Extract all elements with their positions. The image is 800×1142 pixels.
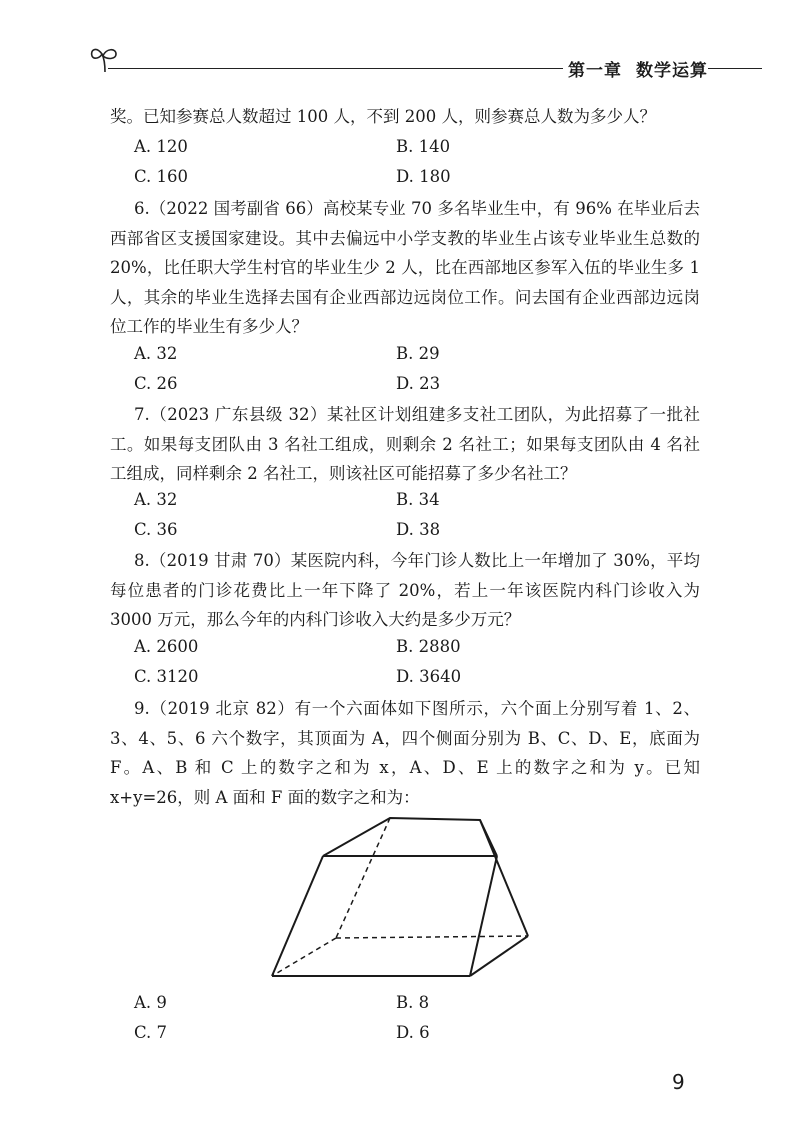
q6-option-b: B. 29 [396,344,440,363]
hexahedron-figure [260,808,540,988]
header-rule-right [700,68,762,69]
question-9: 9.（2019 北京 82）有一个六面体如下图所示，六个面上分别写着 1、2、3、4、5、6 六个数字，其顶面为 A，四个侧面分别为 B、C、D、E，底面为 F。A、B 和 C 上的数字之和为 x，A、D、E 上的数字之和为 y。已知 x+y=26，则 A 面和 F 面的数字之和为： [110,699,700,807]
hidden-bottom-back-edge [336,936,528,938]
q7-option-a: A. 32 [134,490,178,509]
hidden-bottom-left-edge [272,938,336,976]
q8-option-d: D. 3640 [396,667,462,686]
chapter-heading [568,56,708,81]
q7-option-b: B. 34 [396,490,440,509]
question-6: 6.（2022 国考副省 66）高校某专业 70 多名毕业生中，有 96% 在毕业后去西部省区支援国家建设。其中去偏远中小学支教的毕业生占该专业毕业生总数的 20%，比任职大学生村官的毕业生少 2 人，比在西部地区参军入伍的毕业生多 1 人，其余的毕业生选择去国有企业西部边远岗位工作。问去国有企业西部边远岗位工作的毕业生有多少人？ [110,199,700,337]
sprout-icon [88,42,122,76]
q5-option-b: B. 140 [396,137,451,156]
page-number: 9 [672,1070,685,1094]
q6-option-d: D. 23 [396,374,441,393]
top-back-edges [323,818,497,856]
q9-option-a: A. 9 [134,993,167,1012]
q8-option-c: C. 3120 [134,667,199,686]
chapter-topic: 数学运算 [636,61,708,81]
q7-option-d: D. 38 [396,520,441,539]
q9-option-c: C. 7 [134,1023,168,1042]
q5-option-d: D. 180 [396,167,451,186]
q9-option-b: B. 8 [396,993,430,1012]
right-front-edge [470,856,497,976]
q7-option-c: C. 36 [134,520,178,539]
bottom-right-edge [470,936,528,976]
q6-option-a: A. 32 [134,344,178,363]
left-front-edge [272,856,323,976]
q9-option-d: D. 6 [396,1023,430,1042]
header-rule-left [108,68,563,69]
q8-option-b: B. 2880 [396,637,461,656]
right-back-edge [480,820,528,936]
question-5-tail: 奖。已知参赛总人数超过 100 人，不到 200 人，则参赛总人数为多少人？ [110,107,656,126]
q8-option-a: A. 2600 [134,637,199,656]
question-8: 8.（2019 甘肃 70）某医院内科，今年门诊人数比上一年增加了 30%，平均每位患者的门诊花费比上一年下降了 20%，若上一年该医院内科门诊收入为 3000 万元，那么今年的内科门诊收入大约是多少万元？ [110,551,700,630]
hidden-back-left-edge [336,818,390,938]
q5-option-a: A. 120 [134,137,188,156]
q6-option-c: C. 26 [134,374,178,393]
q5-option-c: C. 160 [134,167,189,186]
chapter-number: 第一章 [568,61,622,81]
question-7: 7.（2023 广东县级 32）某社区计划组建多支社工团队，为此招募了一批社工。如果每支团队由 3 名社工组成，则剩余 2 名社工；如果每支团队由 4 名社工组成，同样剩余 2 名社工，则该社区可能招募了多少名社工？ [110,405,700,484]
